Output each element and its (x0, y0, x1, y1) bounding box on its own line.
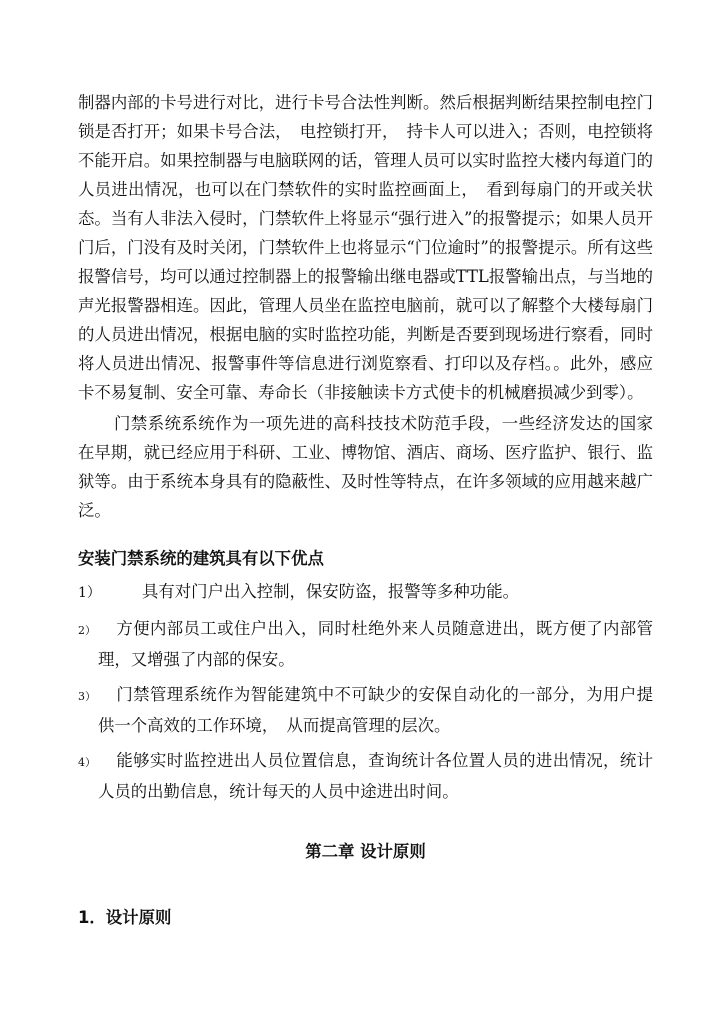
chapter-title: 第二章 设计原则 (305, 842, 426, 861)
list-item (78, 746, 653, 806)
list-item-text: 方便内部员工或住户出入，同时杜绝外来人员随意进出，既方便了内部管理，又增强了内部的保安。 (98, 619, 653, 669)
advantages-list (78, 577, 653, 806)
list-item (78, 680, 653, 740)
list-number: 2） (78, 624, 96, 637)
system-overview-paragraph: 门禁系统系统作为一项先进的高科技技术防范手段，一些经济发达的国家在早期，就已经应用于科研、工业、博物馆、酒店、商场、医疗监护、银行、监狱等。由于系统本身具有的隐蔽性、及时性等特点，在许多领域的应用越来越广泛。 (78, 414, 653, 520)
list-item-text: 具有对门户出入控制，保安防盗，报警等多种功能。 (142, 582, 519, 601)
section-title: 1．设计原则 (78, 908, 172, 927)
list-number: 3） (78, 690, 96, 703)
list-number: 4） (78, 756, 96, 769)
list-item-text: 能够实时监控进出人员位置信息，查询统计各位置人员的进出情况，统计人员的出勤信息，统计每天的人员中途进出时间。 (98, 751, 653, 801)
document-page (78, 88, 653, 930)
advantages-heading: 安装门禁系统的建筑具有以下优点 (78, 549, 324, 568)
list-number: 1） (78, 585, 101, 601)
intro-paragraph: 制器内部的卡号进行对比，进行卡号合法性判断。然后根据判断结果控制电控门锁是否打开；如果卡号合法， 电控锁打开， 持卡人可以进入；否则，电控锁将不能开启。如果控制器与电脑联网的话，管理人员可以实时监控大楼内每道门的人员进出情况，也可以在门禁软件的实时监控画面上， 看到每扇门的开或关状态。当有人非法入侵时，门禁软件上将显示“强行进入”的报警提示；如果人员开门后，门没有及时关闭，门禁软件上也将显示“门位逾时”的报警提示。所有这些报警信号，均可以通过控制器上的报警输出继电器或TTL报警输出点，与当地的声光报警器相连。因此，管理人员坐在监控电脑前，就可以了解整个大楼每扇门的人员进出情况，根据电脑的实时监控功能，判断是否要到现场进行察看，同时将人员进出情况、报警事件等信息进行浏览察看、打印以及存档。。此外，感应卡不易复制、安全可靠、寿命长（非接触读卡方式使卡的机械磨损减少到零）。 (78, 93, 653, 402)
list-item (78, 614, 653, 674)
list-item-text: 门禁管理系统作为智能建筑中不可缺少的安保自动化的一部分，为用户提供一个高效的工作环境， 从而提高管理的层次。 (98, 685, 653, 735)
list-item (78, 577, 653, 608)
